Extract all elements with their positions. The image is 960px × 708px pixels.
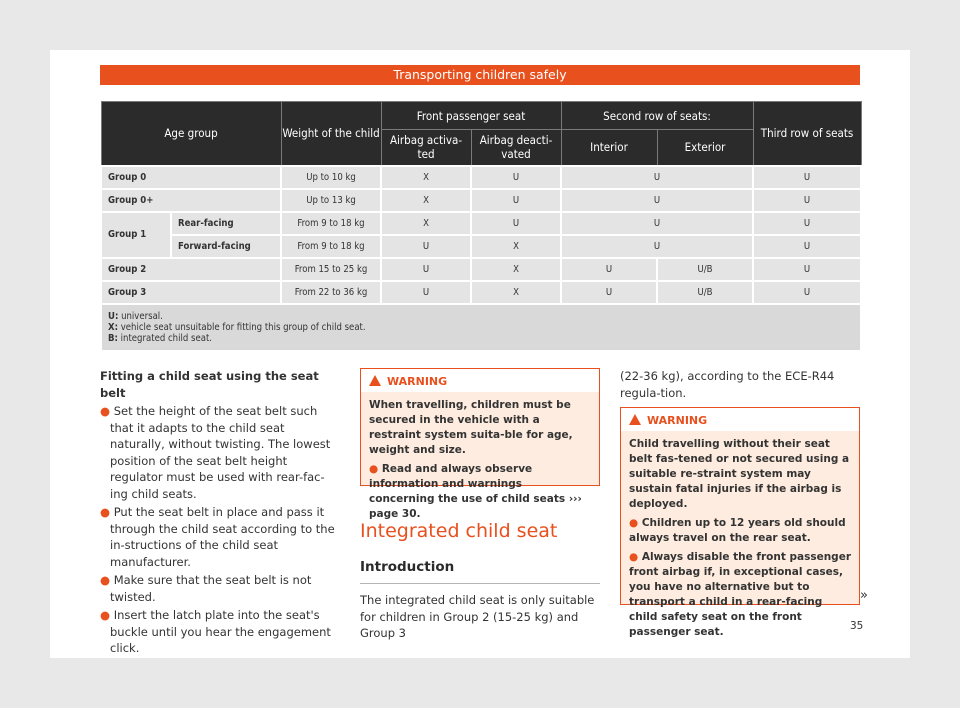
warning-body <box>621 431 859 648</box>
table-row <box>101 166 861 189</box>
warning-title: WARNING <box>387 375 448 388</box>
list-item <box>100 504 340 570</box>
table-row <box>101 281 861 304</box>
airbag-off-cell: U <box>471 212 561 235</box>
weight-cell: Up to 13 kg <box>281 189 381 212</box>
list-item-text: Set the height of the seat belt such that it adapts to the child seat naturally, without twisting. The lowest position of the seat belt height regulator must be used with rear-fac-ing child seats. <box>110 404 331 501</box>
age-group-header: Age group <box>101 102 281 166</box>
exterior-header: Exterior <box>657 130 753 166</box>
group-cell: Group 2 <box>101 258 281 281</box>
weight-cell: From 15 to 25 kg <box>281 258 381 281</box>
warning-body <box>361 392 599 530</box>
third-row-cell: U <box>753 258 861 281</box>
note-key: U: <box>108 310 119 322</box>
interior-header: Interior <box>561 130 657 166</box>
airbag-on-cell: X <box>381 166 471 189</box>
weight-cell: From 9 to 18 kg <box>281 235 381 258</box>
second-row-cell: U <box>561 235 753 258</box>
facing-cell: Rear-facing <box>171 212 281 235</box>
warning-triangle-icon <box>369 375 381 386</box>
chapter-banner: Transporting children safely <box>100 65 860 85</box>
list-item <box>100 403 340 502</box>
exterior-cell: U/B <box>657 258 753 281</box>
airbag-on-cell: X <box>381 212 471 235</box>
airbag-off-cell: X <box>471 235 561 258</box>
facing-cell: Forward-facing <box>171 235 281 258</box>
third-row-cell: U <box>753 235 861 258</box>
weight-cell: From 9 to 18 kg <box>281 212 381 235</box>
note-key: B: <box>108 332 118 344</box>
airbag-off-cell: X <box>471 281 561 304</box>
third-row-cell: U <box>753 189 861 212</box>
fitting-heading: Fitting a child seat using the seat belt <box>100 369 319 400</box>
list-item-text: Make sure that the seat belt is not twisted. <box>110 573 312 604</box>
note-key: X: <box>108 321 119 333</box>
second-row-cell: U <box>561 212 753 235</box>
airbag-off-header: Airbag deacti-vated <box>471 130 561 166</box>
continued-text: (22-36 kg), according to the ECE-R44 regula-tion. <box>620 369 835 400</box>
table-row <box>101 212 861 235</box>
section-text: The integrated child seat is only suitable for children in Group 2 (15-25 kg) and Group 3 <box>360 593 595 640</box>
group-cell: Group 0+ <box>101 189 281 212</box>
warning-header <box>621 408 859 431</box>
section-title: Integrated child seat <box>360 520 558 542</box>
list-item <box>629 550 851 640</box>
note-text: integrated child seat. <box>117 332 213 344</box>
weight-cell: From 22 to 36 kg <box>281 281 381 304</box>
child-seat-table <box>100 101 862 352</box>
airbag-off-cell: U <box>471 166 561 189</box>
third-row-header: Third row of seats <box>753 102 861 166</box>
warning-title: WARNING <box>647 414 708 427</box>
table-row <box>101 235 861 258</box>
bullet-icon: ● <box>100 505 111 519</box>
table-row <box>101 258 861 281</box>
bullet-icon: ● <box>100 608 111 622</box>
list-item-text: Children up to 12 years old should always travel on the rear seat. <box>629 517 846 544</box>
fitting-column <box>100 368 340 659</box>
bullet-icon: ● <box>629 517 639 529</box>
group-cell: Group 3 <box>101 281 281 304</box>
bullet-icon: ● <box>369 463 379 475</box>
bullet-icon: ● <box>629 551 639 563</box>
airbag-off-cell: U <box>471 189 561 212</box>
list-item-text: Read and always observe information and warnings concerning the use of child seats ››› page 30. <box>369 463 582 520</box>
airbag-off-cell: X <box>471 258 561 281</box>
third-row-cell: U <box>753 166 861 189</box>
airbag-on-header: Airbag activa-ted <box>381 130 471 166</box>
exterior-cell: U/B <box>657 281 753 304</box>
group-cell: Group 1 <box>101 212 171 258</box>
airbag-on-cell: U <box>381 281 471 304</box>
second-row-header: Second row of seats: <box>561 102 753 130</box>
page-number: 35 <box>850 620 864 632</box>
list-item-text: Put the seat belt in place and pass it through the child seat according to the in-structions of the child seat manufacturer. <box>110 505 335 569</box>
weight-cell: Up to 10 kg <box>281 166 381 189</box>
second-row-cell: U <box>561 189 753 212</box>
note-text: universal. <box>118 310 163 322</box>
airbag-on-cell: X <box>381 189 471 212</box>
second-row-cell: U <box>561 166 753 189</box>
table-row <box>101 189 861 212</box>
list-item <box>100 607 340 657</box>
warning-triangle-icon <box>629 414 641 425</box>
interior-cell: U <box>561 281 657 304</box>
third-row-cell: U <box>753 281 861 304</box>
interior-cell: U <box>561 258 657 281</box>
airbag-on-cell: U <box>381 235 471 258</box>
group-cell: Group 0 <box>101 166 281 189</box>
weight-header: Weight of the child <box>281 102 381 166</box>
warning-text: When travelling, children must be secured in the vehicle with a restraint system suita-ble for age, weight and size. <box>369 399 573 456</box>
table-notes <box>101 304 861 351</box>
section-subtitle: Introduction <box>360 559 600 584</box>
note-text: vehicle seat unsuitable for fitting this group of child seat. <box>118 321 366 333</box>
bullet-icon: ● <box>100 404 111 418</box>
front-seat-header: Front passenger seat <box>381 102 561 130</box>
third-row-cell: U <box>753 212 861 235</box>
list-item <box>100 572 340 605</box>
list-item-text: Always disable the front passenger front airbag if, in exceptional cases, you have no alternative but to transport a child in a rear-facing child safety seat on the front passenger seat. <box>629 551 852 638</box>
warning-box <box>360 368 600 520</box>
warning-header <box>361 369 599 392</box>
bullet-icon: ● <box>100 573 111 587</box>
list-item <box>369 462 591 522</box>
list-item-text: Insert the latch plate into the seat's buckle until you hear the engagement click. <box>110 608 331 655</box>
list-item <box>629 516 851 546</box>
table-notes-row <box>101 304 861 351</box>
warning-text: Child travelling without their seat belt fas-tened or not secured using a suitable re-straint system may sustain fatal injuries if the airbag is deployed. <box>629 438 850 510</box>
airbag-on-cell: U <box>381 258 471 281</box>
continue-icon: » <box>860 588 868 603</box>
